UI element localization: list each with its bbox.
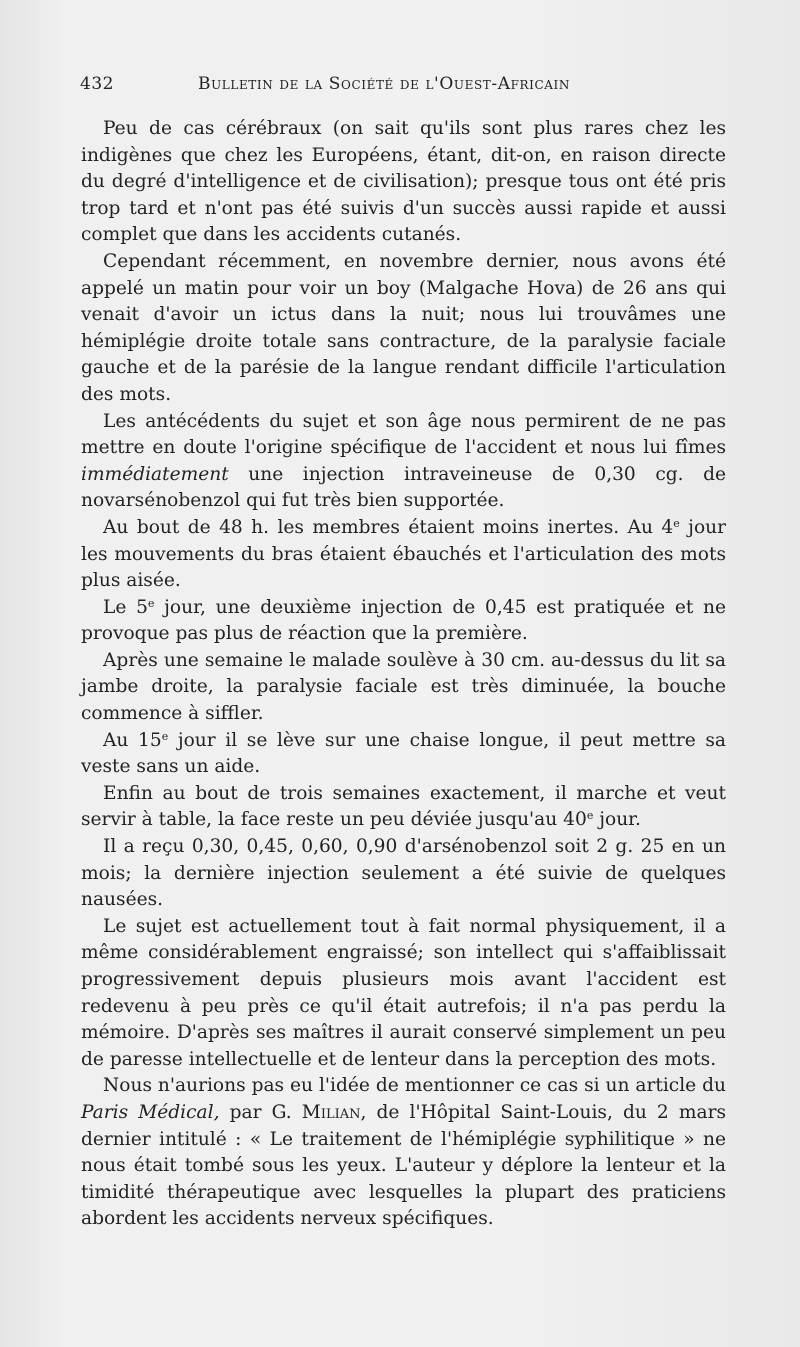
paragraph: Peu de cas cérébraux (on sait qu'ils sont plus rares chez les indigènes que chez les Européens, étant, dit-on, en raison directe du degré d'intelligence et de civilisation); presque tous ont été pris trop tard et n'ont pas été suivis d'un succès aussi rapide et aussi complet que dans les accidents cutanés. <box>81 118 726 246</box>
page-header <box>80 74 725 98</box>
paragraph: Cependant récemment, en novembre dernier, nous avons été appelé un matin pour voir un boy (Malgache Hova) de 26 ans qui venait d'avoir un ictus dans la nuit; nous lui trouvâmes une hémiplégie droite totale sans contracture, de la paralysie faciale gauche et de la parésie de la langue rendant difficile l'articulation des mots. <box>81 250 726 405</box>
paragraph: Les antécédents du sujet et son âge nous permirent de ne pas mettre en doute l'origine spécifique de l'accident et nous lui fîmes immédiatement une injection intraveineuse de 0,30 cg. de novarsénobenzol qui fut très bien supportée. <box>81 410 726 512</box>
author-name: Milian <box>301 1101 361 1123</box>
journal-title: Paris Médical, <box>81 1101 220 1123</box>
superscript: e <box>586 809 594 823</box>
paragraph: Le sujet est actuellement tout à fait normal physiquement, il a même considérablement engraissé; son intellect qui s'affaiblissait progressivement depuis plusieurs mois avant l'accident est redevenu à peu près ce qu'il était autrefois; il n'a pas perdu la mémoire. D'après ses maîtres il aurait conservé simplement un peu de paresse intellectuelle et de lenteur dans la perception des mots. <box>81 915 726 1070</box>
paragraph: Le 5e jour, une deuxième injection de 0,45 est pratiquée et ne provoque pas plus de réaction que la première. <box>81 596 727 645</box>
paragraph: Il a reçu 0,30, 0,45, 0,60, 0,90 d'arsénobenzol soit 2 g. 25 en un mois; la dernière injection seulement a été suivie de quelques nausées. <box>81 836 726 911</box>
article-body <box>81 116 726 1233</box>
page-number: 432 <box>80 74 114 94</box>
paragraph: Au bout de 48 h. les membres étaient moins inertes. Au 4e jour les mouvements du bras étaient ébauchés et l'articulation des mots plus aisée. <box>81 516 727 592</box>
superscript: e <box>147 596 155 610</box>
paragraph: Nous n'aurions pas eu l'idée de mentionner ce cas si un article du Paris Médical, par G. Milian, de l'Hôpital Saint-Louis, du 2 mars dernier intitulé : « Le traitement de l'hémiplégie syphilitique » ne nous était tombé sous les yeux. L'auteur y déplore la lenteur et la timidité thérapeutique avec lesquelles la plupart des praticiens abordent les accidents nerveux spécifiques. <box>81 1075 727 1230</box>
emphasis: immédiatement <box>81 463 229 485</box>
paragraph: Après une semaine le malade soulève à 30 cm. au-dessus du lit sa jambe droite, la paralysie faciale est très diminuée, la bouche commence à siffler. <box>81 649 726 725</box>
paragraph: Enfin au bout de trois semaines exactement, il marche et veut servir à table, la face reste un peu déviée jusqu'au 40e jour. <box>81 782 726 831</box>
superscript: e <box>673 516 680 530</box>
superscript: e <box>161 729 169 743</box>
paragraph: Au 15e jour il se lève sur une chaise longue, il peut mettre sa veste sans un aide. <box>81 729 726 778</box>
running-title: Bulletin de la Société de l'Ouest-Africain <box>198 74 570 94</box>
